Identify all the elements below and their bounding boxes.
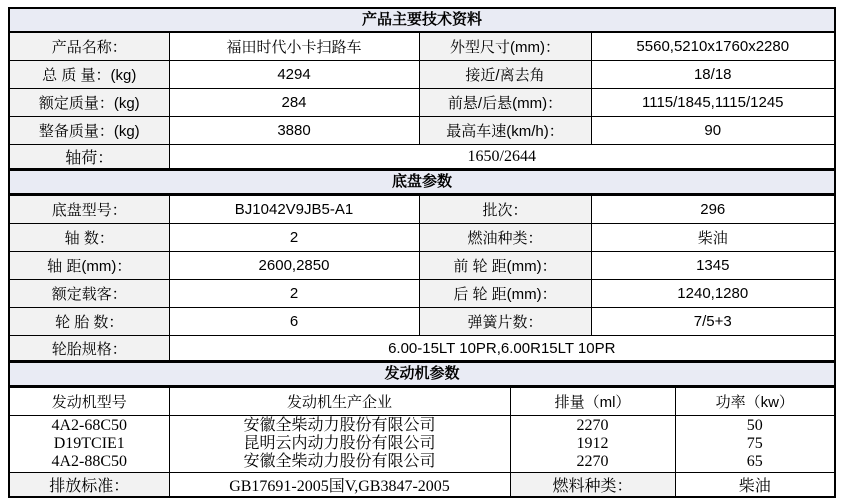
spec-label-fuel-kind: 燃料种类： — [510, 473, 675, 497]
table-row — [10, 145, 834, 169]
spec-value-front-track: 1345 — [591, 252, 834, 280]
section-title-chassis: 底盘参数 — [10, 168, 834, 196]
spec-label-fuel-type: 燃油种类： — [419, 224, 591, 252]
spec-label-tire-count: 轮 胎 数： — [10, 308, 169, 336]
spec-label-dimensions: 外型尺寸(mm)： — [419, 33, 591, 61]
spec-label-overhang: 前悬/后悬(mm)： — [419, 89, 591, 117]
engine-model-cell — [10, 416, 169, 473]
spec-label-product-name: 产品名称： — [10, 33, 169, 61]
spec-value-rear-track: 1240,1280 — [591, 280, 834, 308]
engine-manufacturer: 昆明云内动力股份有限公司 — [243, 435, 436, 452]
section-title-engine: 发动机参数 — [10, 360, 834, 388]
spec-label-rear-track: 后 轮 距(mm)： — [419, 280, 591, 308]
spec-value-tire-count: 6 — [169, 308, 419, 336]
engine-displacement-cell — [510, 416, 675, 473]
spec-value-spring-leaves: 7/5+3 — [591, 308, 834, 336]
spec-label-rated-passengers: 额定载客： — [10, 280, 169, 308]
spec-label-axle-count: 轴 数： — [10, 224, 169, 252]
table-row — [10, 308, 834, 336]
spec-label-gross-weight: 总 质 量：(kg) — [10, 61, 169, 89]
spec-value-dimensions: 5560,5210x1760x2280 — [591, 33, 834, 61]
spec-value-overhang: 1115/1845,1115/1245 — [591, 89, 834, 117]
spec-label-tire-spec: 轮胎规格： — [10, 336, 169, 361]
engine-col-header-power: 功率（kw） — [675, 388, 834, 416]
spec-label-curb-weight: 整备质量：(kg) — [10, 117, 169, 145]
spec-value-chassis-model: BJ1042V9JB5-A1 — [169, 196, 419, 224]
spec-value-curb-weight: 3880 — [169, 117, 419, 145]
engine-manufacturer: 安徽全柴动力股份有限公司 — [243, 453, 436, 470]
engine-col-header-manufacturer: 发动机生产企业 — [169, 388, 510, 416]
engine-model: D19TCIE1 — [53, 435, 125, 452]
table-row — [10, 280, 834, 308]
engine-manufacturer: 安徽全柴动力股份有限公司 — [243, 417, 436, 434]
spec-value-gross-weight: 4294 — [169, 61, 419, 89]
spec-label-chassis-model: 底盘型号： — [10, 196, 169, 224]
emission-row — [10, 473, 834, 497]
engine-manufacturer-cell — [169, 416, 510, 473]
engine-displacement: 1912 — [576, 435, 609, 452]
engine-model: 4A2-88C50 — [51, 453, 128, 470]
engine-power-cell — [675, 416, 834, 473]
spec-value-axle-load: 1650/2644 — [169, 145, 834, 169]
spec-value-rated-passengers: 2 — [169, 280, 419, 308]
spec-label-max-speed: 最高车速(km/h)： — [419, 117, 591, 145]
engine-data-row — [10, 416, 834, 473]
spec-label-approach-angle: 接近/离去角 — [419, 61, 591, 89]
section-title-product: 产品主要技术资料 — [10, 9, 834, 33]
spec-value-wheelbase: 2600,2850 — [169, 252, 419, 280]
table-row — [10, 196, 834, 224]
spec-value-product-name: 福田时代小卡扫路车 — [169, 33, 419, 61]
engine-power: 50 — [746, 417, 763, 434]
table-row — [10, 89, 834, 117]
spec-label-wheelbase: 轴 距(mm)： — [10, 252, 169, 280]
spec-value-axle-count: 2 — [169, 224, 419, 252]
table-row — [10, 224, 834, 252]
engine-model: 4A2-68C50 — [51, 417, 128, 434]
engine-header-row — [10, 388, 834, 416]
table-row — [10, 336, 834, 361]
spec-value-approach-angle: 18/18 — [591, 61, 834, 89]
engine-power: 75 — [746, 435, 763, 452]
product-spec-table — [10, 33, 834, 168]
spec-label-axle-load: 轴荷： — [10, 145, 169, 169]
spec-value-batch: 296 — [591, 196, 834, 224]
engine-spec-table — [10, 388, 834, 496]
spec-value-fuel-type: 柴油 — [591, 224, 834, 252]
spec-label-emission-standard: 排放标准： — [10, 473, 169, 497]
spec-label-rated-mass: 额定质量：(kg) — [10, 89, 169, 117]
spec-label-front-track: 前 轮 距(mm)： — [419, 252, 591, 280]
engine-displacement: 2270 — [576, 453, 609, 470]
spec-sheet-table — [8, 7, 836, 498]
spec-value-rated-mass: 284 — [169, 89, 419, 117]
table-row — [10, 252, 834, 280]
spec-value-emission-standard: GB17691-2005国V,GB3847-2005 — [169, 473, 510, 497]
table-row — [10, 33, 834, 61]
spec-value-max-speed: 90 — [591, 117, 834, 145]
engine-col-header-displacement: 排量（ml） — [510, 388, 675, 416]
table-row — [10, 117, 834, 145]
spec-value-fuel-kind: 柴油 — [675, 473, 834, 497]
spec-label-spring-leaves: 弹簧片数： — [419, 308, 591, 336]
spec-value-tire-spec: 6.00-15LT 10PR,6.00R15LT 10PR — [169, 336, 834, 361]
engine-col-header-model: 发动机型号 — [10, 388, 169, 416]
engine-power: 65 — [746, 453, 763, 470]
chassis-spec-table — [10, 196, 834, 360]
engine-displacement: 2270 — [576, 417, 609, 434]
table-row — [10, 61, 834, 89]
spec-label-batch: 批次： — [419, 196, 591, 224]
